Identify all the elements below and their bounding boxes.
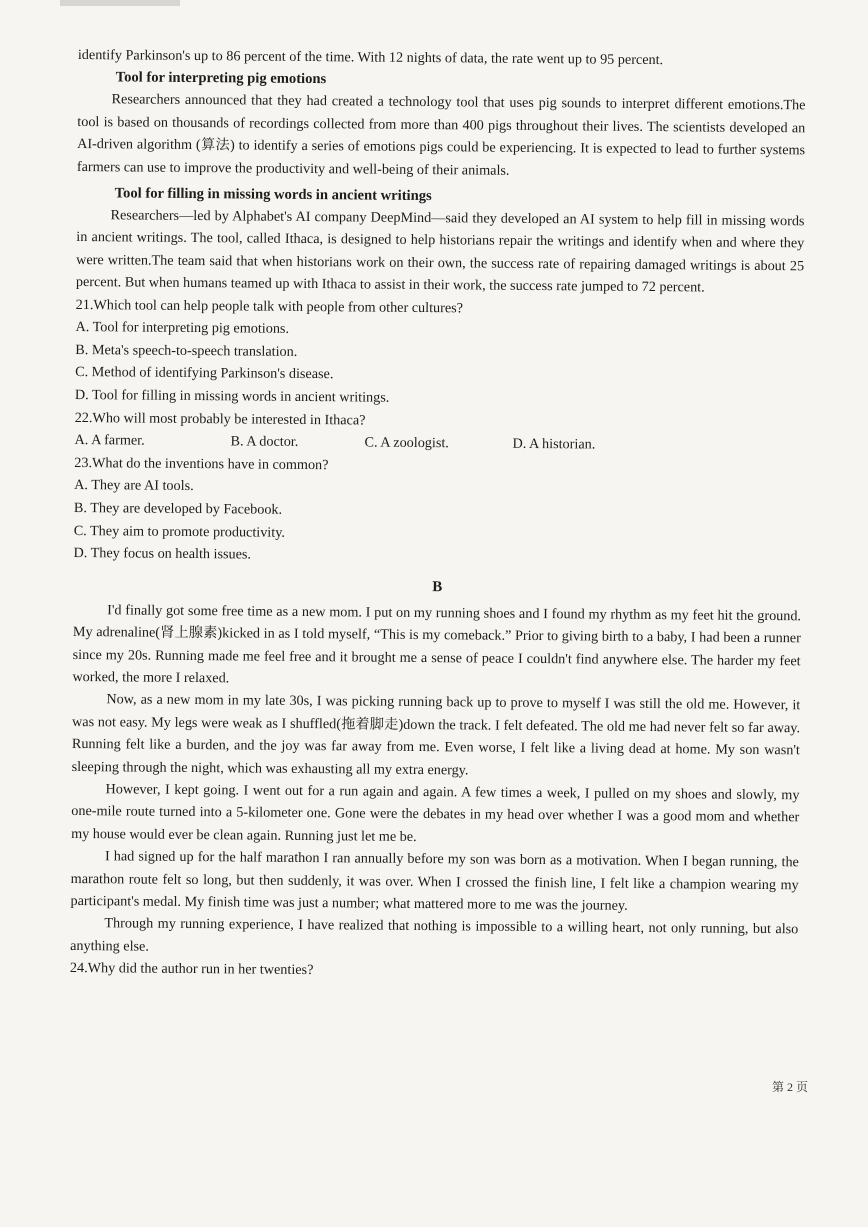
option-d: D. Tool for filling in missing words in ancient writings. [74, 387, 390, 406]
ithaca-tool-paragraph: Researchers—led by Alphabet's AI company DeepMind—said they developed an AI system to help fill in missing words in ancient writings. The tool, called Ithaca, is designed to help historians repair the writings and identify when and where they were written.The team said that when historians work on their own, the success rate of repairing damaged writings is about 25 percent. But when humans teamed up with Ithaca to assist in their work, the success rate jumped to 72 percent. [75, 207, 805, 296]
question-stem: 23.What do the inventions have in common? [74, 454, 329, 474]
section-b-label: B [432, 578, 443, 595]
question-24: 24.Why did the author run in her twenties? [69, 960, 314, 979]
option-c: C. They aim to promote productivity. [73, 522, 286, 541]
story-paragraph-1: I'd finally got some free time as a new mom. I put on my running shoes and I found my rhythm as my feet hit the ground. My adrenaline(肾上腺素)kicked in as I told myself, “This is my comeback.” Prior to giving birth to a baby, I had been a runner since my 20s. Running made me feel free and it brought me a sense of peace I couldn't find anywhere else. The harder my feet worked, the more I relaxed. [72, 602, 802, 687]
option-b: B. They are developed by Facebook. [73, 499, 283, 518]
question-23 [73, 452, 802, 571]
ithaca-tool-heading: Tool for filling in missing words in ancient writings [114, 185, 432, 205]
option-a: A. Tool for interpreting pig emotions. [75, 319, 290, 338]
question-22 [74, 407, 802, 459]
option-b: B. A doctor. [230, 433, 299, 451]
scan-edge-mark [60, 0, 180, 6]
option-c: C. A zoologist. [364, 434, 449, 452]
option-c: C. Method of identifying Parkinson's disease. [75, 364, 334, 383]
pig-tool-heading: Tool for interpreting pig emotions [115, 69, 327, 88]
option-d: D. A historian. [512, 436, 596, 453]
question-stem: 21.Which tool can help people talk with people from other cultures? [75, 296, 464, 317]
exam-page [70, 44, 806, 986]
page-number: 第 2 页 [771, 1080, 808, 1094]
option-a: A. They are AI tools. [74, 477, 194, 495]
story-paragraph-5: Through my running experience, I have realized that nothing is impossible to a willing heart, not only running, but also anything else. [70, 915, 799, 955]
option-a: A. A farmer. [74, 432, 145, 449]
intro-line: identify Parkinson's up to 86 percent of the time. With 12 nights of data, the rate went up to 95 percent. [77, 46, 664, 69]
option-d: D. They focus on health issues. [73, 545, 252, 563]
question-stem: 22.Who will most probably be interested in Ithaca? [74, 409, 366, 429]
question-21 [75, 294, 804, 413]
pig-tool-paragraph: Researchers announced that they had created a technology tool that uses pig sounds to interpret different emotions.The tool is based on thousands of recordings collected from more than 400 pigs throughout their lives. The scientists developed an AI-driven algorithm (算法) to identify a series of emotions pigs could be experiencing. It is expected to lead to further systems farmers can use to improve the productivity and well-being of their animals. [76, 91, 806, 179]
story-paragraph-3: However, I kept going. I went out for a run again and again. A few times a week, I pulled on my shoes and slowly, my one-mile route turned into a 5-kilometer one. Gone were the debates in my head over whether I was a good mom and whether my house would ever be clean again. Running just let me be. [71, 781, 800, 845]
story-paragraph-4: I had signed up for the half marathon I ran annually before my son was born as a motivation. When I began running, the marathon route felt so long, but then suddenly, it was over. When I crossed the finish line, I felt like a champion wearing my participant's medal. My finish time was just a number; what mattered more to me was the journey. [70, 848, 799, 914]
story-paragraph-2: Now, as a new mom in my late 30s, I was picking running back up to prove to myself I was still the old me. However, it was not easy. My legs were weak as I shuffled(拖着脚走)down the track. I felt defeated. The old me had never felt so far away. Running felt like a burden, and the joy was far away from me. Even worse, I felt like a living dead at home. My son wasn't sleeping through the night, which was exhausting all my extra energy. [71, 691, 801, 779]
option-b: B. Meta's speech-to-speech translation. [75, 341, 298, 360]
